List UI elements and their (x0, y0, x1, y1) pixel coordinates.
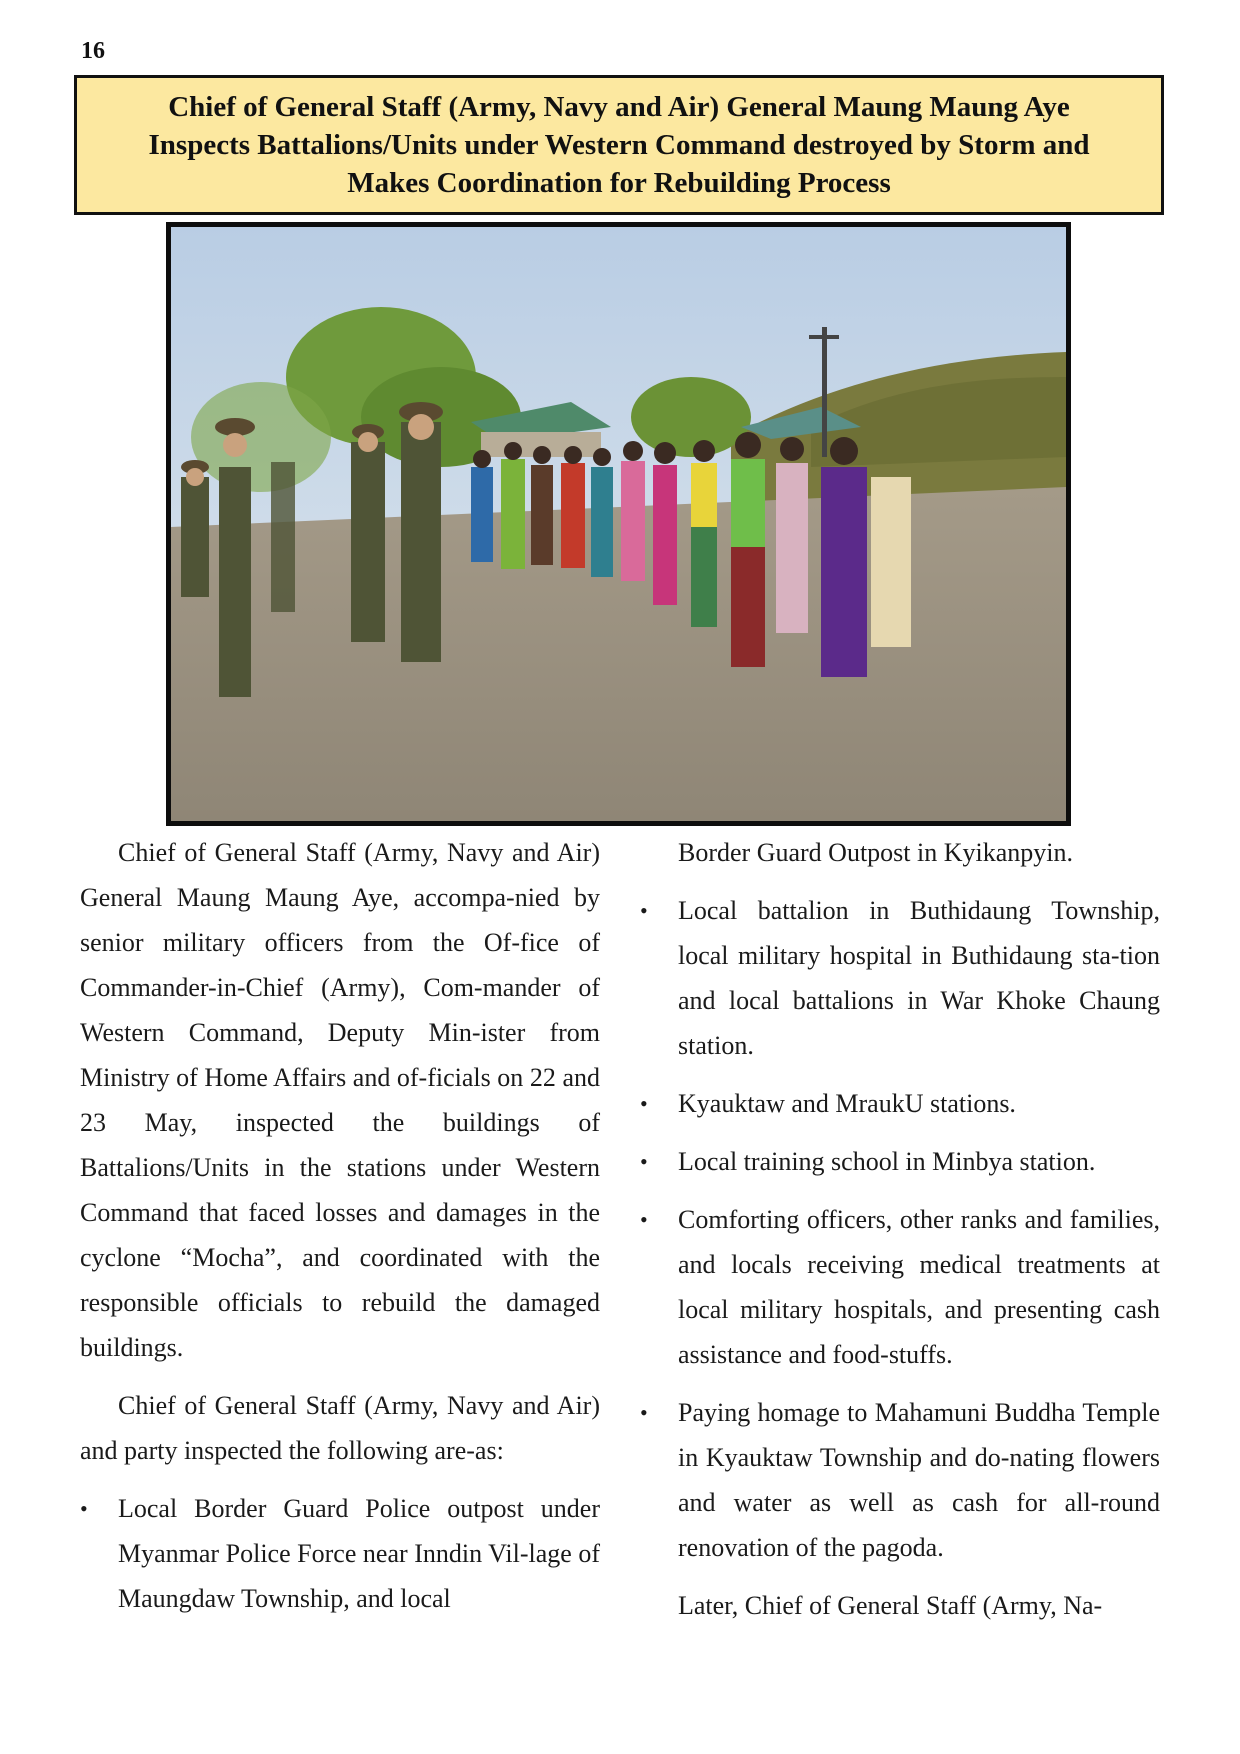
inspection-list-continued (640, 888, 1160, 1570)
article-title-line-3: Makes Coordination for Rebuilding Process (347, 167, 891, 199)
bullet-icon: • (640, 1149, 648, 1174)
bullet-icon: • (640, 1400, 648, 1425)
list-item (80, 1486, 600, 1621)
list-item-text: Paying homage to Mahamuni Buddha Temple in Kyauktaw Township and do-nating flowers and water as well as cash for all-round renovation of the pagoda. (678, 1398, 1160, 1562)
list-item (640, 1197, 1160, 1377)
bullet-icon: • (640, 1207, 648, 1232)
list-item (640, 1139, 1160, 1184)
article-paragraph-1: Chief of General Staff (Army, Navy and Air) General Maung Maung Aye, accompa-nied by senior military officers from the Of-fice of Commander-in-Chief (Army), Com-mander of Western Command, Deputy Min-ister from Ministry of Home Affairs and of-ficials on 22 and 23 May, inspected the buildings of Battalions/Units in the stations under Western Command that faced losses and damages in the cyclone “Mocha”, and coordinated with the responsible officials to rebuild the damaged buildings. (80, 838, 600, 1362)
article-title-line-1: Chief of General Staff (Army, Navy and Air) General Maung Maung Aye (168, 91, 1070, 123)
article-paragraph-2: Chief of General Staff (Army, Navy and Air) and party inspected the following are-as: (80, 1391, 600, 1465)
list-item (640, 1390, 1160, 1570)
left-column (80, 830, 600, 1634)
list-item (640, 1081, 1160, 1126)
list-item (640, 888, 1160, 1068)
list-item-text: Local training school in Minbya station. (678, 1147, 1096, 1176)
right-column (640, 830, 1160, 1641)
bullet-icon: • (640, 898, 648, 923)
news-photo-illustration (171, 227, 1066, 821)
closing-paragraph: Later, Chief of General Staff (Army, Na- (678, 1591, 1103, 1620)
article-title-box (74, 75, 1164, 215)
list-item-text: Local Border Guard Police outpost under Myanmar Police Force near Inndin Vil-lage of Maungdaw Township, and local (118, 1494, 600, 1613)
list-item-continued-text: Border Guard Outpost in Kyikanpyin. (678, 838, 1074, 867)
bullet-icon: • (640, 1091, 648, 1116)
inspection-list (80, 1486, 600, 1621)
page-number: 16 (81, 38, 105, 64)
article-title-line-2: Inspects Battalions/Units under Western Command destroyed by Storm and (148, 129, 1090, 161)
news-photo (166, 222, 1071, 826)
list-item-text: Kyauktaw and MraukU stations. (678, 1089, 1016, 1118)
list-item-text: Comforting officers, other ranks and families, and locals receiving medical treatments at local military hospitals, and presenting cash assistance and food-stuffs. (678, 1205, 1160, 1369)
list-item-text: Local battalion in Buthidaung Township, local military hospital in Buthidaung sta-tion and local battalions in War Khoke Chaung station. (678, 896, 1160, 1060)
bullet-icon: • (80, 1496, 88, 1521)
